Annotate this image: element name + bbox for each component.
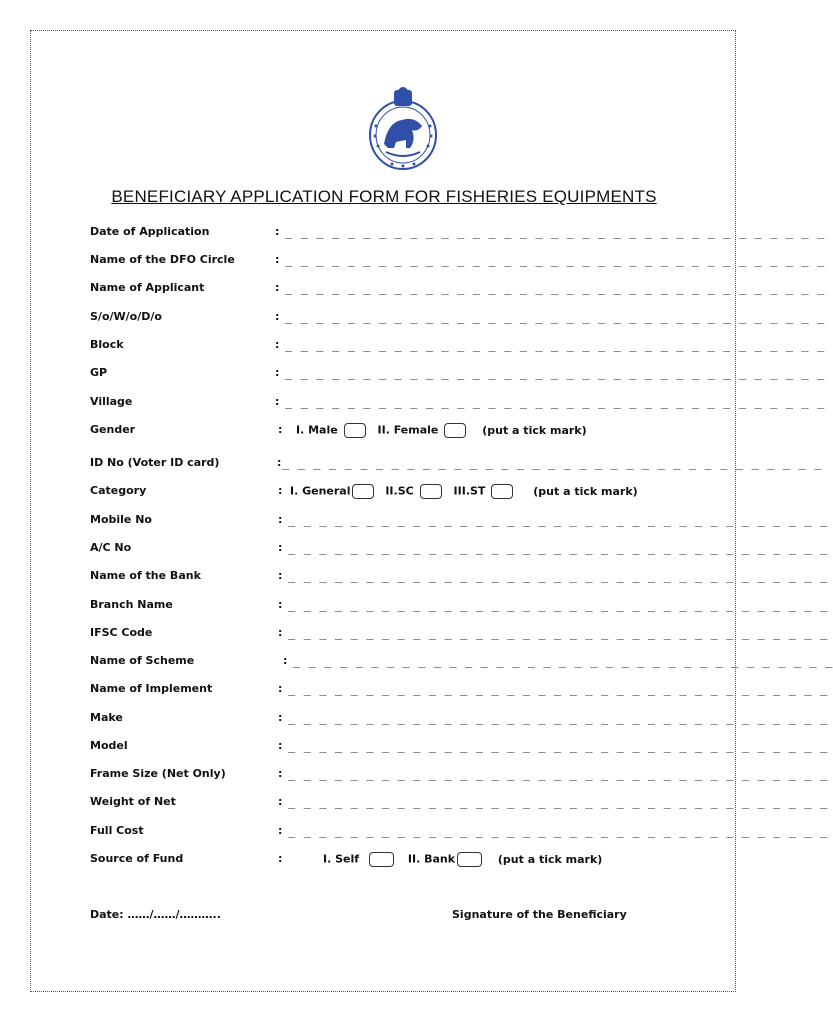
full-cost-blank[interactable]: _ _ _ _ _ _ _ _ _ _ _ _ _ _ _ _ _ _ _ _ _ _ _ _ _ _ _ _ _ _ _ _ _ _ _: [288, 824, 828, 838]
row-id-no: [0, 456, 822, 476]
bank-blank[interactable]: _ _ _ _ _ _ _ _ _ _ _ _ _ _ _ _ _ _ _ _ _ _ _ _ _ _ _ _ _ _ _ _ _ _ _: [288, 569, 828, 583]
fund-option-bank: [408, 852, 482, 867]
row-full-cost: [0, 824, 828, 844]
village-blank[interactable]: _ _ _ _ _ _ _ _ _ _ _ _ _ _ _ _ _ _ _ _ _ _ _ _ _ _ _ _ _ _ _ _ _ _ _: [285, 395, 825, 409]
self-checkbox[interactable]: [369, 852, 394, 867]
branch-blank[interactable]: _ _ _ _ _ _ _ _ _ _ _ _ _ _ _ _ _ _ _ _ _ _ _ _ _ _ _ _ _ _ _ _ _ _ _: [288, 598, 828, 612]
colon: :: [283, 654, 288, 667]
row-bank: [0, 569, 828, 589]
row-scheme: [0, 654, 833, 674]
field-label: Village: [90, 395, 133, 408]
fund-options: [323, 852, 602, 867]
option-label: I. General: [290, 484, 351, 498]
mobile-blank[interactable]: _ _ _ _ _ _ _ _ _ _ _ _ _ _ _ _ _ _ _ _ _ _ _ _ _ _ _ _ _ _ _ _ _ _ _: [288, 513, 828, 527]
row-relation: [0, 310, 825, 330]
row-gender: [0, 423, 768, 443]
field-label: Weight of Net: [90, 795, 176, 808]
field-label: GP: [90, 366, 108, 379]
scheme-blank[interactable]: _ _ _ _ _ _ _ _ _ _ _ _ _ _ _ _ _ _ _ _ _ _ _ _ _ _ _ _ _ _ _ _ _ _ _: [293, 654, 833, 668]
colon: :: [278, 795, 283, 808]
category-options: [290, 484, 638, 499]
colon: :: [278, 682, 283, 695]
st-checkbox[interactable]: [491, 484, 513, 499]
footer-date[interactable]: Date: ……/……/………..: [90, 908, 221, 921]
colon: :: [278, 767, 283, 780]
colon: :: [275, 225, 280, 238]
colon: :: [278, 569, 283, 582]
colon: :: [278, 711, 283, 724]
field-label: Gender: [90, 423, 136, 436]
id-no-blank[interactable]: _ _ _ _ _ _ _ _ _ _ _ _ _ _ _ _ _ _ _ _ _ _ _ _ _ _ _ _ _ _ _ _ _ _ _: [282, 456, 822, 470]
row-applicant: [0, 281, 825, 301]
colon: :: [278, 423, 283, 436]
relation-blank[interactable]: _ _ _ _ _ _ _ _ _ _ _ _ _ _ _ _ _ _ _ _ _ _ _ _ _ _ _ _ _ _ _ _ _ _ _: [285, 310, 825, 324]
row-source-of-fund: [0, 852, 768, 872]
option-label: I. Male: [296, 423, 338, 437]
tick-note: (put a tick mark): [533, 484, 638, 498]
field-label: Block: [90, 338, 124, 351]
tick-note: (put a tick mark): [497, 852, 603, 866]
form-title: BENEFICIARY APPLICATION FORM FOR FISHERIES EQUIPMENTS: [111, 187, 657, 206]
colon: :: [278, 598, 283, 611]
implement-blank[interactable]: _ _ _ _ _ _ _ _ _ _ _ _ _ _ _ _ _ _ _ _ _ _ _ _ _ _ _ _ _ _ _ _ _ _ _: [288, 682, 828, 696]
row-make: [0, 711, 828, 731]
weight-blank[interactable]: _ _ _ _ _ _ _ _ _ _ _ _ _ _ _ _ _ _ _ _ _ _ _ _ _ _ _ _ _ _ _ _ _ _ _: [288, 795, 828, 809]
category-option-sc: [385, 484, 441, 499]
general-checkbox[interactable]: [352, 484, 374, 499]
field-label: ID No (Voter ID card): [90, 456, 220, 469]
tick-note: (put a tick mark): [482, 423, 587, 437]
row-block: [0, 338, 825, 358]
field-label: Category: [90, 484, 147, 497]
make-blank[interactable]: _ _ _ _ _ _ _ _ _ _ _ _ _ _ _ _ _ _ _ _ _ _ _ _ _ _ _ _ _ _ _ _ _ _ _: [288, 711, 828, 725]
row-weight: [0, 795, 828, 815]
colon: :: [277, 456, 282, 469]
colon: :: [275, 310, 280, 323]
row-category: [0, 484, 768, 504]
row-dfo-circle: [0, 253, 825, 273]
applicant-blank[interactable]: _ _ _ _ _ _ _ _ _ _ _ _ _ _ _ _ _ _ _ _ _ _ _ _ _ _ _ _ _ _ _ _ _ _ _: [285, 281, 825, 295]
signature-label: Signature of the Beneficiary: [452, 908, 627, 921]
male-checkbox[interactable]: [344, 423, 366, 438]
row-mobile: [0, 513, 828, 533]
colon: :: [278, 824, 283, 837]
ifsc-blank[interactable]: _ _ _ _ _ _ _ _ _ _ _ _ _ _ _ _ _ _ _ _ _ _ _ _ _ _ _ _ _ _ _ _ _ _ _: [288, 626, 828, 640]
gender-options: [296, 423, 587, 438]
colon: :: [275, 366, 280, 379]
block-blank[interactable]: _ _ _ _ _ _ _ _ _ _ _ _ _ _ _ _ _ _ _ _ _ _ _ _ _ _ _ _ _ _ _ _ _ _ _: [285, 338, 825, 352]
row-gp: [0, 366, 825, 386]
gender-option-male: [296, 423, 366, 438]
colon: :: [278, 513, 283, 526]
colon: :: [278, 739, 283, 752]
field-label: Source of Fund: [90, 852, 184, 865]
field-label: A/C No: [90, 541, 132, 554]
female-checkbox[interactable]: [444, 423, 466, 438]
colon: :: [278, 541, 283, 554]
colon: :: [275, 253, 280, 266]
option-label: III.ST: [453, 484, 486, 498]
odisha-emblem-logo: [362, 86, 444, 172]
colon: :: [275, 395, 280, 408]
row-village: [0, 395, 825, 415]
sc-checkbox[interactable]: [420, 484, 442, 499]
row-ifsc: [0, 626, 828, 646]
field-label: IFSC Code: [90, 626, 153, 639]
row-date-of-application: [0, 225, 825, 245]
field-label: Frame Size (Net Only): [90, 767, 226, 780]
frame-size-blank[interactable]: _ _ _ _ _ _ _ _ _ _ _ _ _ _ _ _ _ _ _ _ _ _ _ _ _ _ _ _ _ _ _ _ _ _ _: [288, 767, 828, 781]
colon: :: [278, 852, 283, 865]
gender-option-female: [378, 423, 467, 438]
field-label: Mobile No: [90, 513, 152, 526]
field-label: Name of Applicant: [90, 281, 205, 294]
ac-no-blank[interactable]: _ _ _ _ _ _ _ _ _ _ _ _ _ _ _ _ _ _ _ _ _ _ _ _ _ _ _ _ _ _ _ _ _ _ _: [288, 541, 828, 555]
field-label: Name of Scheme: [90, 654, 195, 667]
option-label: II.SC: [385, 484, 414, 498]
date-of-application-blank[interactable]: _ _ _ _ _ _ _ _ _ _ _ _ _ _ _ _ _ _ _ _ _ _ _ _ _ _ _ _ _ _ _ _ _ _ _: [285, 225, 825, 239]
fund-option-self: [323, 852, 394, 867]
field-label: Date of Application: [90, 225, 210, 238]
gp-blank[interactable]: _ _ _ _ _ _ _ _ _ _ _ _ _ _ _ _ _ _ _ _ _ _ _ _ _ _ _ _ _ _ _ _ _ _ _: [285, 366, 825, 380]
row-branch: [0, 598, 828, 618]
row-implement: [0, 682, 828, 702]
colon: :: [275, 338, 280, 351]
category-option-st: [454, 484, 514, 499]
field-label: Model: [90, 739, 128, 752]
category-option-general: [290, 484, 374, 499]
row-ac-no: [0, 541, 828, 561]
row-frame-size: [0, 767, 828, 787]
colon: :: [278, 484, 283, 497]
field-label: Branch Name: [90, 598, 173, 611]
colon: :: [278, 626, 283, 639]
field-label: S/o/W/o/D/o: [90, 310, 162, 323]
option-label: II. Bank: [407, 852, 456, 866]
row-model: [0, 739, 828, 759]
field-label: Name of the Bank: [90, 569, 201, 582]
bank-checkbox[interactable]: [457, 852, 482, 867]
option-label: II. Female: [377, 423, 439, 437]
field-label: Name of Implement: [90, 682, 213, 695]
model-blank[interactable]: _ _ _ _ _ _ _ _ _ _ _ _ _ _ _ _ _ _ _ _ _ _ _ _ _ _ _ _ _ _ _ _ _ _ _: [288, 739, 828, 753]
field-label: Full Cost: [90, 824, 144, 837]
colon: :: [275, 281, 280, 294]
option-label: I. Self: [323, 852, 360, 866]
dfo-circle-blank[interactable]: _ _ _ _ _ _ _ _ _ _ _ _ _ _ _ _ _ _ _ _ _ _ _ _ _ _ _ _ _ _ _ _ _ _ _: [285, 253, 825, 267]
field-label: Name of the DFO Circle: [90, 253, 235, 266]
page-border: [30, 30, 736, 992]
field-label: Make: [90, 711, 123, 724]
